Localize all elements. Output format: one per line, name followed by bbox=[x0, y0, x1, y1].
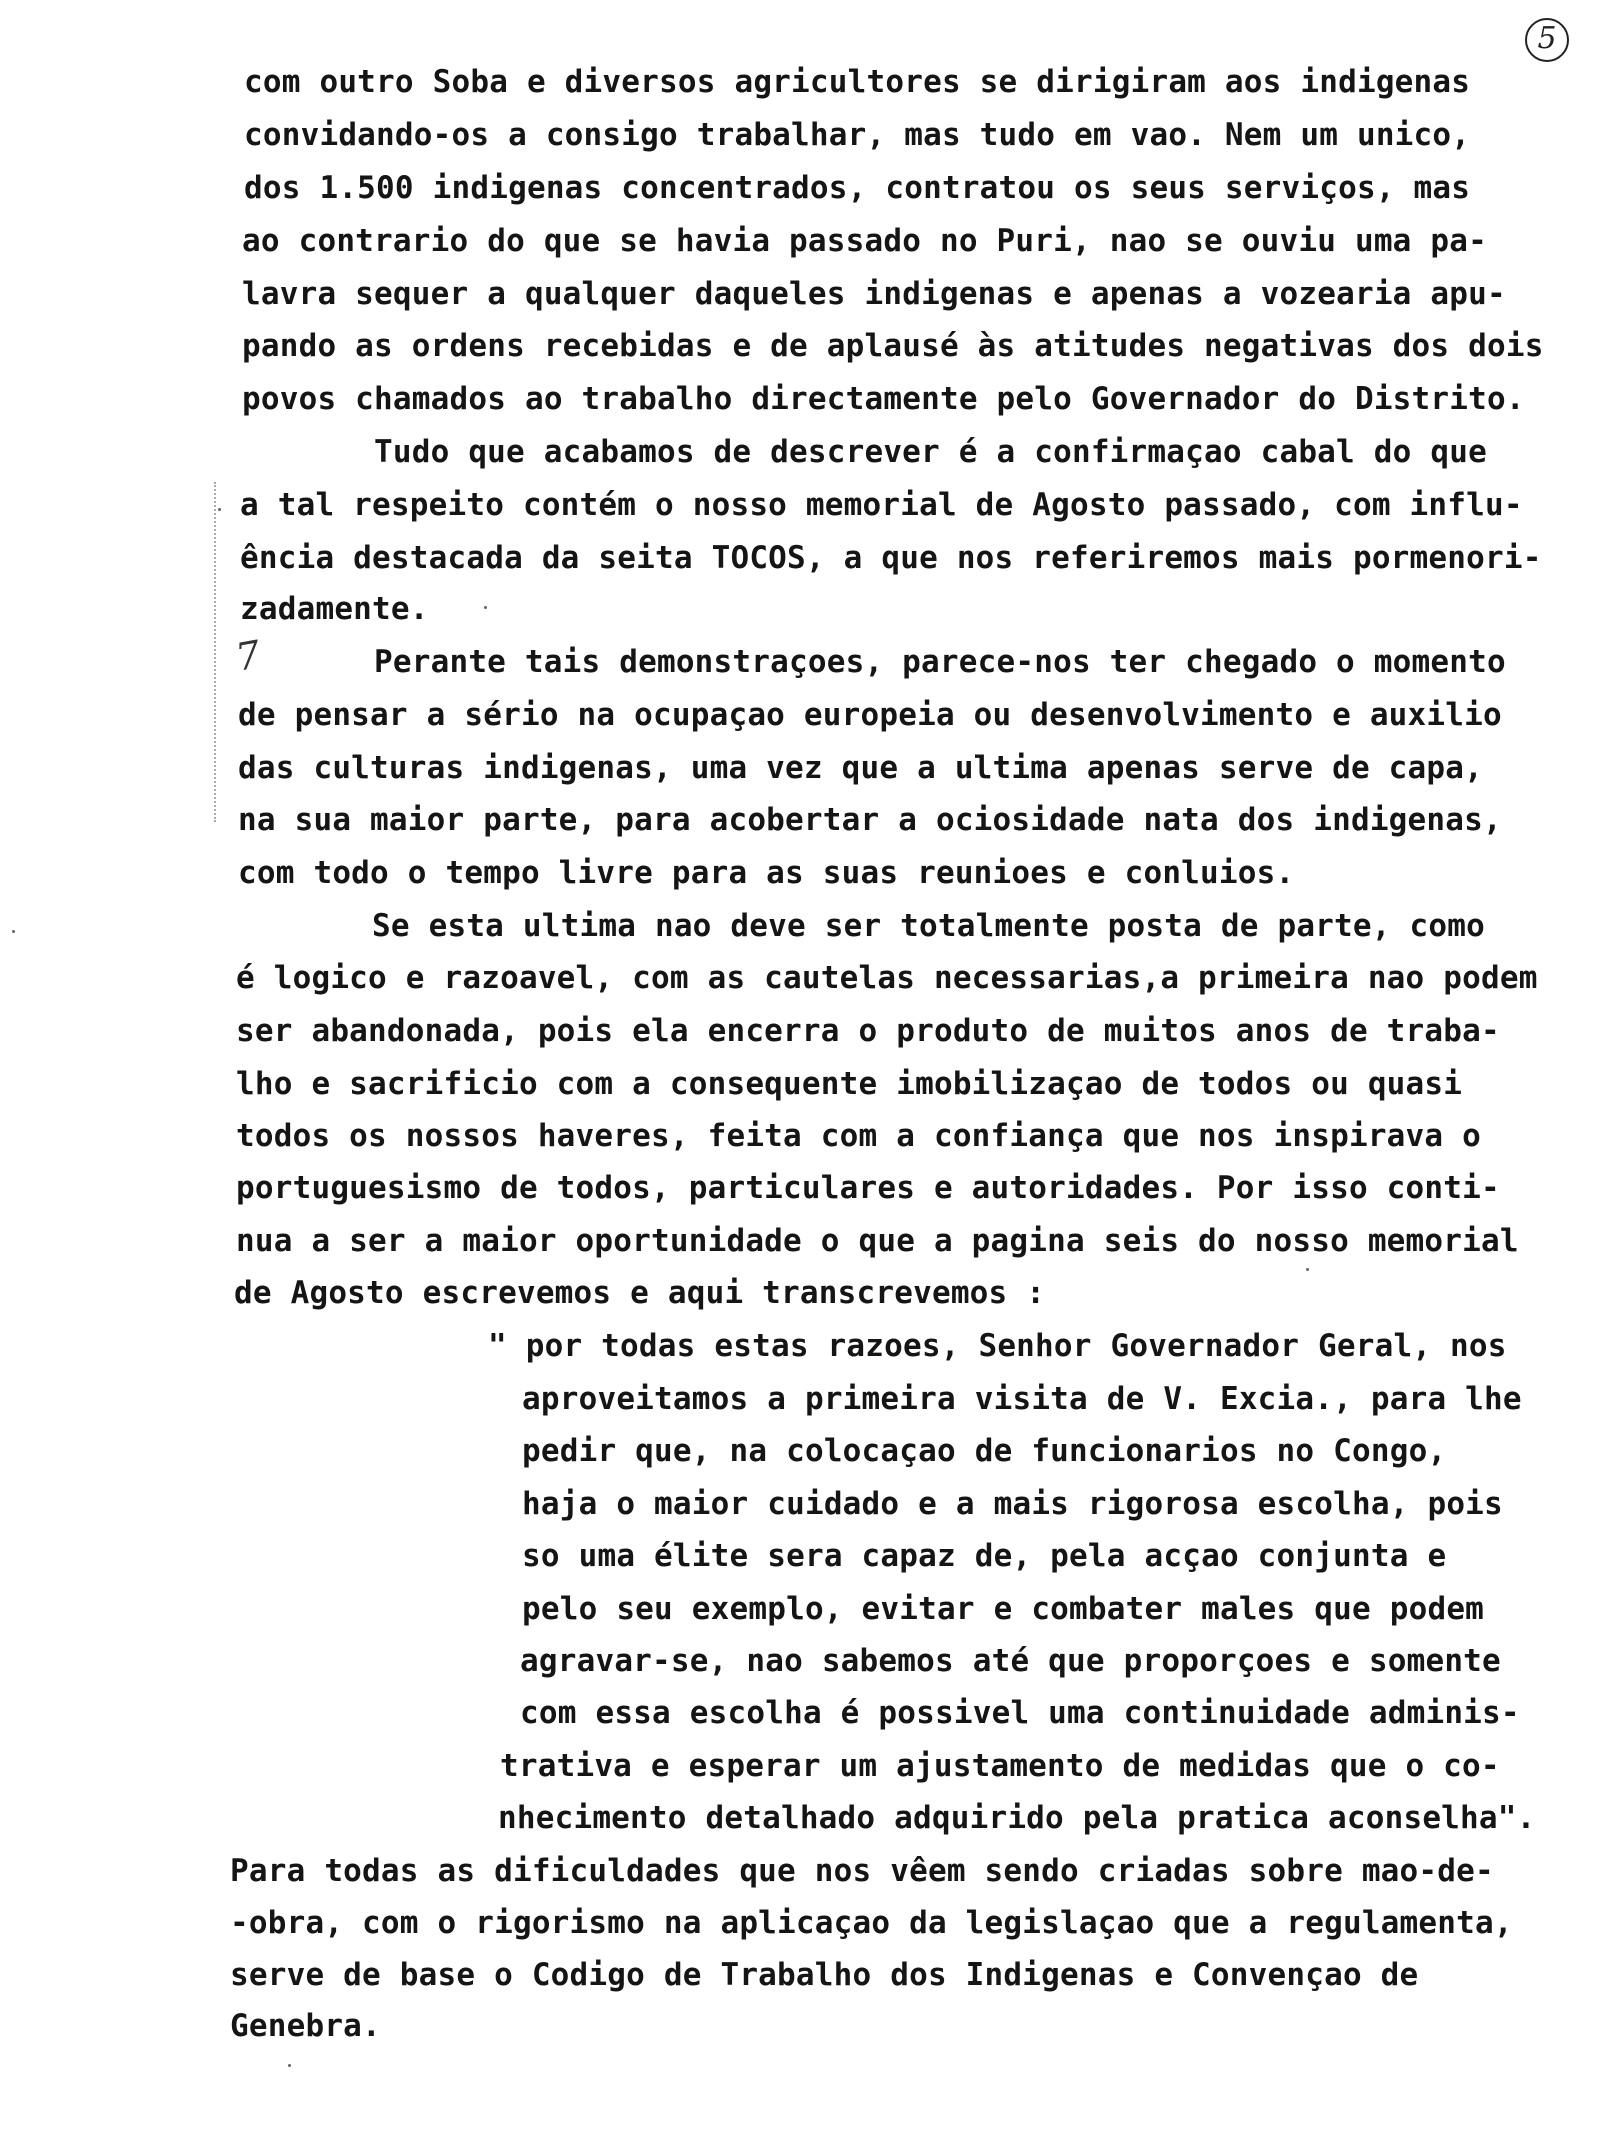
text-line: Tudo que acabamos de descrever é a confirmaçao cabal do que bbox=[374, 434, 1487, 470]
text-line: ser abandonada, pois ela encerra o produto de muitos anos de traba- bbox=[236, 1013, 1500, 1049]
scan-speck bbox=[1306, 1268, 1309, 1271]
text-line: Para todas as dificuldades que nos vêem sendo criadas sobre mao-de- bbox=[230, 1853, 1494, 1889]
scan-speck bbox=[218, 508, 221, 511]
text-line: de Agosto escrevemos e aqui transcrevemos : bbox=[234, 1275, 1046, 1311]
text-line: com todo o tempo livre para as suas reunioes e conluios. bbox=[238, 855, 1295, 891]
text-line: portuguesismo de todos, particulares e autoridades. Por isso conti- bbox=[236, 1170, 1500, 1206]
quote-line: aproveitamos a primeira visita de V. Excia., para lhe bbox=[522, 1381, 1522, 1417]
page-number: 5 bbox=[1525, 18, 1569, 62]
text-line: ao contrario do que se havia passado no Puri, nao se ouviu uma pa- bbox=[242, 223, 1487, 259]
scan-speck bbox=[12, 930, 15, 933]
text-line: Perante tais demonstraçoes, parece-nos ter chegado o momento bbox=[374, 644, 1506, 680]
text-line: dos 1.500 indigenas concentrados, contratou os seus serviços, mas bbox=[244, 170, 1471, 206]
text-line: de pensar a sério na ocupaçao europeia ou desenvolvimento e auxilio bbox=[238, 697, 1502, 733]
text-line: lavra sequer a qualquer daqueles indigenas e apenas a vozearia apu- bbox=[242, 276, 1506, 312]
text-line: é logico e razoavel, com as cautelas necessarias,a primeira nao podem bbox=[236, 960, 1538, 996]
text-line: Genebra. bbox=[230, 2008, 381, 2044]
text-line: Se esta ultima nao deve ser totalmente posta de parte, como bbox=[372, 908, 1485, 944]
text-line: lho e sacrificio com a consequente imobilizaçao de todos ou quasi bbox=[236, 1066, 1463, 1102]
text-line: com outro Soba e diversos agricultores se dirigiram aos indigenas bbox=[244, 64, 1471, 100]
quote-line: com essa escolha é possivel uma continuidade adminis- bbox=[520, 1695, 1520, 1731]
quote-line: " por todas estas razoes, Senhor Governador Geral, nos bbox=[488, 1328, 1507, 1364]
scan-speck bbox=[288, 2064, 291, 2067]
text-line: pando as ordens recebidas e de aplausé às atitudes negativas dos dois bbox=[242, 328, 1544, 364]
quote-line: haja o maior cuidado e a mais rigorosa escolha, pois bbox=[522, 1486, 1503, 1522]
quote-line: pelo seu exemplo, evitar e combater males que podem bbox=[522, 1591, 1485, 1627]
text-line: convidando-os a consigo trabalhar, mas tudo em vao. Nem um unico, bbox=[244, 117, 1471, 153]
quote-line: trativa e esperar um ajustamento de medidas que o co- bbox=[500, 1748, 1500, 1784]
text-line: ência destacada da seita TOCOS, a que nos referiremos mais pormenori- bbox=[240, 540, 1542, 576]
text-line: das culturas indigenas, uma vez que a ultima apenas serve de capa, bbox=[238, 750, 1483, 786]
margin-annotation: 7 bbox=[232, 632, 264, 680]
scan-speck bbox=[484, 606, 487, 609]
quote-line: nhecimento detalhado adquirido pela pratica aconselha". bbox=[498, 1800, 1536, 1836]
text-line: povos chamados ao trabalho directamente pelo Governador do Distrito. bbox=[242, 381, 1525, 417]
quote-line: so uma élite sera capaz de, pela acçao conjunta e bbox=[522, 1538, 1447, 1574]
text-line: a tal respeito contém o nosso memorial de Agosto passado, com influ- bbox=[240, 487, 1523, 523]
text-line: nua a ser a maior oportunidade o que a pagina seis do nosso memorial bbox=[236, 1223, 1519, 1259]
text-line: serve de base o Codigo de Trabalho dos Indigenas e Convençao de bbox=[230, 1957, 1419, 1993]
quote-line: pedir que, na colocaçao de funcionarios no Congo, bbox=[522, 1433, 1447, 1469]
quote-line: agravar-se, nao sabemos até que proporçoes e somente bbox=[520, 1643, 1501, 1679]
text-line: todos os nossos haveres, feita com a confiança que nos inspirava o bbox=[236, 1118, 1481, 1154]
text-line: -obra, com o rigorismo na aplicaçao da legislaçao que a regulamenta, bbox=[230, 1905, 1513, 1941]
text-line: zadamente. bbox=[240, 591, 429, 627]
margin-dotted-rule bbox=[214, 482, 216, 822]
text-line: na sua maior parte, para acobertar a ociosidade nata dos indigenas, bbox=[238, 802, 1502, 838]
